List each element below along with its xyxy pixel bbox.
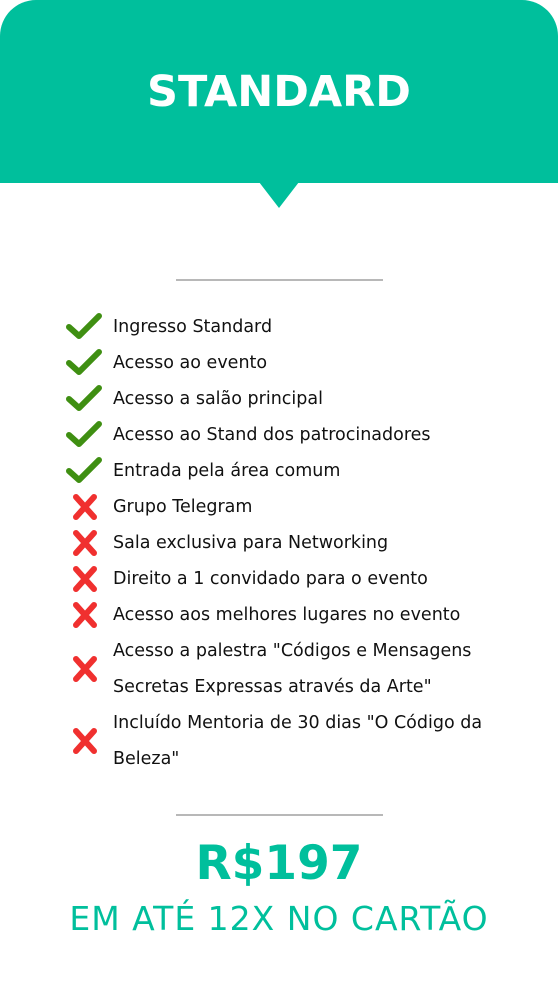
check-icon <box>66 381 106 417</box>
feature-label: Acesso a salão principal <box>113 389 323 409</box>
feature-item <box>66 345 536 381</box>
feature-label: Grupo Telegram <box>113 497 253 517</box>
feature-label: Acesso ao evento <box>113 353 268 373</box>
feature-item <box>66 417 536 453</box>
cross-icon <box>66 723 106 759</box>
feature-label: Direito a 1 convidado para o evento <box>113 569 428 589</box>
feature-label: Ingresso Standard <box>113 317 273 337</box>
feature-item <box>66 705 536 777</box>
feature-label: Incluído Mentoria de 30 dias "O Código da Beleza" <box>113 713 483 769</box>
feature-item <box>66 309 536 345</box>
feature-item <box>66 597 536 633</box>
check-icon <box>66 453 106 489</box>
check-icon <box>66 345 106 381</box>
feature-item <box>66 561 536 597</box>
cross-icon <box>66 489 106 525</box>
installments-text: EM ATÉ 12X NO CARTÃO <box>69 899 489 938</box>
check-icon <box>66 417 106 453</box>
price: R$197 <box>195 836 363 891</box>
plan-title: STANDARD <box>146 67 411 117</box>
feature-label: Sala exclusiva para Networking <box>113 533 389 553</box>
feature-item <box>66 525 536 561</box>
feature-label: Entrada pela área comum <box>113 461 341 481</box>
check-icon <box>66 309 106 345</box>
feature-item <box>66 489 536 525</box>
feature-item <box>66 453 536 489</box>
feature-label: Acesso a palestra "Códigos e Mensagens Secretas Expressas através da Arte" <box>113 641 472 697</box>
cross-icon <box>66 651 106 687</box>
cross-icon <box>66 525 106 561</box>
header-pointer <box>259 182 299 208</box>
feature-label: Acesso ao Stand dos patrocinadores <box>113 425 431 445</box>
feature-label: Acesso aos melhores lugares no evento <box>113 605 461 625</box>
divider-top <box>176 279 383 281</box>
feature-item <box>66 633 536 705</box>
cross-icon <box>66 561 106 597</box>
cross-icon <box>66 597 106 633</box>
feature-list <box>66 309 536 777</box>
divider-bottom <box>176 814 383 816</box>
feature-item <box>66 381 536 417</box>
plan-header <box>0 0 558 183</box>
